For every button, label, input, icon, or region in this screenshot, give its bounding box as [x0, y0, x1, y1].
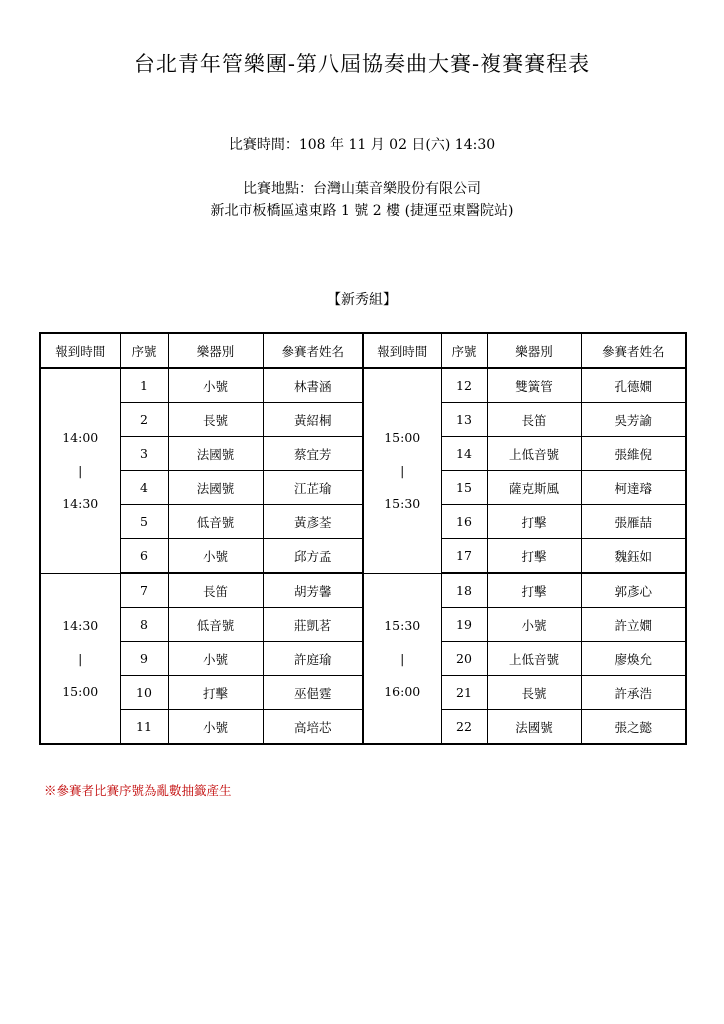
instrument: 長號 [487, 676, 581, 710]
entry-number: 14 [441, 437, 487, 471]
instrument: 雙簧管 [487, 368, 581, 403]
instrument: 小號 [168, 642, 263, 676]
header-row [40, 333, 686, 368]
participant-name: 巫俋霆 [263, 676, 363, 710]
participant-name: 邱方孟 [263, 539, 363, 574]
participant-name: 林書涵 [263, 368, 363, 403]
entry-number: 13 [441, 403, 487, 437]
entry-number: 18 [441, 573, 487, 608]
checkin-time-range: 14:00 | 14:30 [40, 368, 120, 573]
group-label: 【新秀組】 [327, 292, 397, 308]
entry-number: 5 [120, 505, 168, 539]
instrument: 小號 [168, 710, 263, 745]
table-row [40, 368, 686, 403]
entry-number: 21 [441, 676, 487, 710]
entry-number: 4 [120, 471, 168, 505]
participant-name: 許承浩 [581, 676, 686, 710]
participant-name: 柯達璿 [581, 471, 686, 505]
header-instrument: 樂器別 [487, 333, 581, 368]
instrument: 打擊 [487, 573, 581, 608]
participant-name: 張維倪 [581, 437, 686, 471]
instrument: 低音號 [168, 505, 263, 539]
instrument: 小號 [168, 539, 263, 574]
entry-number: 20 [441, 642, 487, 676]
time-block [40, 368, 686, 573]
header-instrument: 樂器別 [168, 333, 263, 368]
header-participant: 參賽者姓名 [581, 333, 686, 368]
competition-address: 新北市板橋區遠東路 1 號 2 樓 (捷運亞東醫院站) [210, 203, 514, 219]
instrument: 長笛 [487, 403, 581, 437]
participant-name: 胡芳馨 [263, 573, 363, 608]
entry-number: 17 [441, 539, 487, 574]
instrument: 打擊 [168, 676, 263, 710]
time-block [40, 573, 686, 744]
participant-name: 高培芯 [263, 710, 363, 745]
participant-name: 莊凱茗 [263, 608, 363, 642]
entry-number: 11 [120, 710, 168, 745]
participant-name: 廖煥允 [581, 642, 686, 676]
instrument: 上低音號 [487, 642, 581, 676]
participant-name: 吳芳諭 [581, 403, 686, 437]
instrument: 法國號 [487, 710, 581, 745]
header-number: 序號 [441, 333, 487, 368]
checkin-time-range: 14:30 | 15:00 [40, 573, 120, 744]
participant-name: 郭彥心 [581, 573, 686, 608]
entry-number: 16 [441, 505, 487, 539]
entry-number: 22 [441, 710, 487, 745]
instrument: 法國號 [168, 437, 263, 471]
instrument: 小號 [168, 368, 263, 403]
instrument: 打擊 [487, 505, 581, 539]
header-checkin-time: 報到時間 [363, 333, 441, 368]
entry-number: 12 [441, 368, 487, 403]
footnote: ※參賽者比賽序號為亂數抽籤產生 [44, 783, 232, 798]
competition-venue: 比賽地點：台灣山葉音樂股份有限公司 [243, 181, 481, 197]
instrument: 低音號 [168, 608, 263, 642]
instrument: 小號 [487, 608, 581, 642]
checkin-time-range: 15:00 | 15:30 [363, 368, 441, 573]
competition-time: 比賽時間：108 年 11 月 02 日(六) 14:30 [228, 137, 496, 153]
participant-name: 孔德嫺 [581, 368, 686, 403]
participant-name: 江芷瑜 [263, 471, 363, 505]
entry-number: 8 [120, 608, 168, 642]
participant-name: 張之懿 [581, 710, 686, 745]
checkin-time-range: 15:30 | 16:00 [363, 573, 441, 744]
entry-number: 19 [441, 608, 487, 642]
entry-number: 15 [441, 471, 487, 505]
participant-name: 許庭瑜 [263, 642, 363, 676]
page-title: 台北青年管樂團-第八屆協奏曲大賽-複賽賽程表 [133, 52, 591, 76]
participant-name: 魏鈺如 [581, 539, 686, 574]
instrument: 長笛 [168, 573, 263, 608]
instrument: 長號 [168, 403, 263, 437]
header-checkin-time: 報到時間 [40, 333, 120, 368]
instrument: 法國號 [168, 471, 263, 505]
participant-name: 蔡宜芳 [263, 437, 363, 471]
entry-number: 7 [120, 573, 168, 608]
entry-number: 9 [120, 642, 168, 676]
header-participant: 參賽者姓名 [263, 333, 363, 368]
table-row [40, 573, 686, 608]
instrument: 打擊 [487, 539, 581, 574]
participant-name: 黃彥荃 [263, 505, 363, 539]
entry-number: 6 [120, 539, 168, 574]
header-number: 序號 [120, 333, 168, 368]
schedule-table [39, 332, 687, 745]
entry-number: 2 [120, 403, 168, 437]
participant-name: 許立嫺 [581, 608, 686, 642]
instrument: 薩克斯風 [487, 471, 581, 505]
entry-number: 1 [120, 368, 168, 403]
instrument: 上低音號 [487, 437, 581, 471]
entry-number: 3 [120, 437, 168, 471]
participant-name: 黃紹桐 [263, 403, 363, 437]
entry-number: 10 [120, 676, 168, 710]
participant-name: 張雁喆 [581, 505, 686, 539]
